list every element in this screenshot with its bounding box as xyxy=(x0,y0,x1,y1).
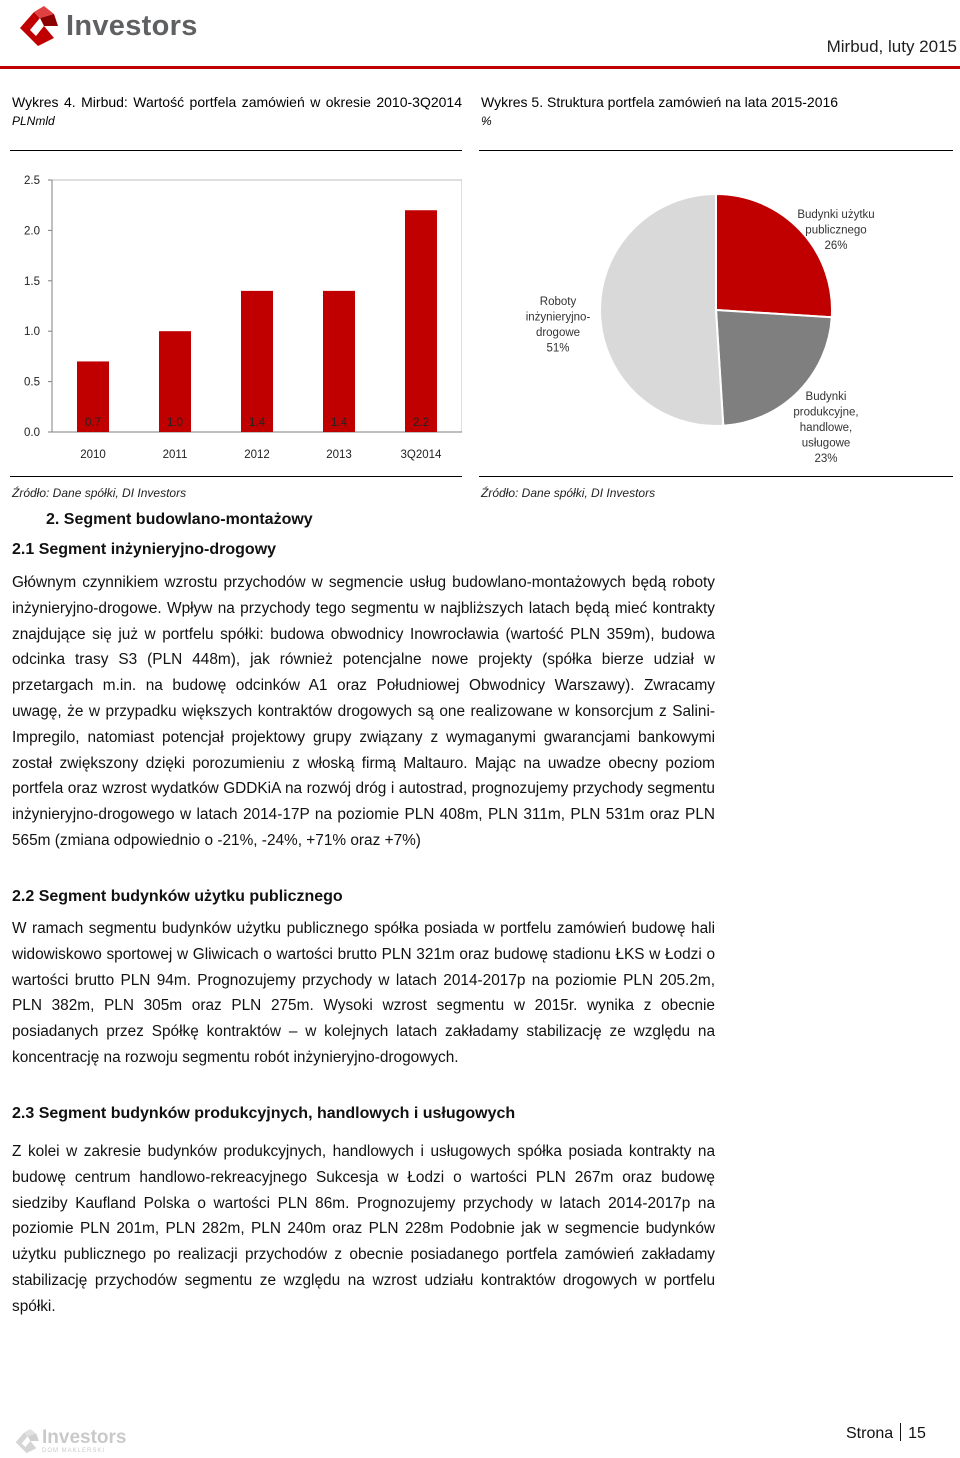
bar-chart-y-tick-label: 1.0 xyxy=(24,326,40,339)
bar-2013 xyxy=(323,291,355,432)
chart-left-title: Wykres 4. Mirbud: Wartość portfela zamówień w okresie 2010-3Q2014 xyxy=(12,94,462,110)
page-number-value: 15 xyxy=(908,1425,926,1442)
bar-2012 xyxy=(241,291,273,432)
pie-slice-label xyxy=(526,296,591,355)
page-number-separator xyxy=(900,1423,901,1441)
bar-category-label: 3Q2014 xyxy=(400,449,442,461)
pie-slice-label-line: drogowe xyxy=(535,327,581,339)
chart-right-source: Źródło: Dane spółki, DI Investors xyxy=(481,486,656,500)
pie-slice-label-line: handlowe, xyxy=(799,422,853,434)
footer-logo-icon xyxy=(12,1426,40,1456)
chart-left-heading xyxy=(12,93,462,131)
chart-left-top-rule xyxy=(10,150,462,151)
pie-slice-label-line: produkcyjne, xyxy=(793,406,859,419)
portfolio-structure-pie-chart xyxy=(479,160,960,480)
bar-chart-y-tick-label: 1.5 xyxy=(24,275,40,288)
chart-left-bottom-rule xyxy=(10,476,462,477)
pie-slice-label-line: Roboty xyxy=(539,296,577,308)
bar-category-label: 2012 xyxy=(244,449,270,461)
pie-slice xyxy=(600,194,723,426)
paragraph-commercial: Z kolei w zakresie budynków produkcyjnych, handlowych i usługowych spółka posiada kontrakty na budowę centrum handlowo-rekreacyjnego Sukcesja w Łodzi o wartości PLN 267m oraz budowę siedziby Kaufland Polska o wartości PLN 86m. Prognozujemy przychody w latach 2014-2017p na poziomie PLN 201m, PLN 282m, PLN 240m oraz PLN 228m Podobnie jak w segmencie budynków użytku publicznego po realizacji przychodów z obecnie posiadanego portfela zamówień zakładamy stabilizację przychodów segmentu ze względu na wzrost udziału kontraktów drogowych w portfelu spółki. xyxy=(12,1143,715,1315)
page-number xyxy=(846,1423,926,1443)
investors-logo xyxy=(14,4,234,48)
chart-right-top-rule xyxy=(479,150,953,151)
document-title: Mirbud, luty 2015 xyxy=(826,37,957,56)
section-heading: 2. Segment budowlano-montażowy xyxy=(46,511,313,528)
bar-chart-y-tick-label: 0.5 xyxy=(24,376,40,389)
bar-chart-y-tick-label: 0.0 xyxy=(24,427,40,439)
chart-right-unit: % xyxy=(481,114,492,128)
pie-slice-label xyxy=(793,391,858,465)
bar-category-label: 2011 xyxy=(162,449,188,461)
pie-slice-label-line: 26% xyxy=(824,240,848,252)
pie-slice-label-line: 23% xyxy=(814,453,838,465)
pie-slice-label-line: 51% xyxy=(546,342,570,355)
bar-value-label: 1.4 xyxy=(249,417,265,429)
chart-right-heading xyxy=(481,93,951,131)
investors-logo-icon xyxy=(14,4,60,48)
chart-right-bottom-rule xyxy=(479,476,953,477)
bar-category-label: 2010 xyxy=(80,449,106,461)
pie-slice-label-line: Budynki xyxy=(805,391,847,403)
bar-category-label: 2013 xyxy=(326,449,352,461)
paragraph-engineering: Głównym czynnikiem wzrostu przychodów w segmencie usług budowlano-montażowych będą roboty inżynieryjno-drogowe. Wpływ na przychody tego segmentu w najbliższych latach będą mieć kontrakty znajdujące się już w portfelu spółki: budowa obwodnicy Inowrocławia (wartość PLN 359m), budowa odcinka trasy S3 (PLN 448m), jak również potencjalne nowe projekty (spółka bierze udział w przetargach m.in. na budowę odcinków A1 oraz Południowej Obwodnicy Warszawy). Zwracamy uwagę, że w przypadku większych kontraktów drogowych są one realizowane w konsorcjum z Salini-Impregilo, natomiast potencjał projektowy grupy związany z wymaganymi gwarancjami bankowymi został zwiększony dzięki porozumieniu z włoską firmą Maltauro. Mając na uwadze obecny poziom portfela oraz wzrost wydatków GDDKiA na rozwój dróg i autostrad, prognozujemy przychody segmentu inżynieryjno-drogowego w latach 2014-17P na poziomie PLN 408m, PLN 311m, PLN 531m oraz PLN 565m (zmiana odpowiednio o -21%, -24%, +71% oraz +7%) xyxy=(12,574,715,849)
header-rule xyxy=(0,66,960,69)
subsection-heading-commercial: 2.3 Segment budynków produkcyjnych, handlowych i usługowych xyxy=(12,1105,516,1122)
chart-right-title: Wykres 5. Struktura portfela zamówień na lata 2015-2016 xyxy=(481,94,839,110)
pie-slice-label-line: Budynki użytku xyxy=(797,209,875,221)
pie-slice-label-line: usługowe xyxy=(801,437,851,450)
bar-value-label: 0.7 xyxy=(85,417,101,429)
bar-chart-y-tick-label: 2.5 xyxy=(24,175,40,187)
footer-logo-text: Investors xyxy=(42,1427,127,1448)
page-header xyxy=(0,0,960,70)
footer-logo-subtext: DOM MAKLERSKI xyxy=(42,1448,106,1454)
footer-logo xyxy=(12,1424,142,1458)
bar-chart-y-tick-label: 2.0 xyxy=(24,225,40,238)
bar-3q2014 xyxy=(405,210,437,432)
chart-left-unit: PLNmld xyxy=(12,114,55,128)
pie-slice-label-line: publicznego xyxy=(805,224,867,237)
subsection-heading-public: 2.2 Segment budynków użytku publicznego xyxy=(12,888,343,905)
pie-slice-label-line: inżynieryjno- xyxy=(525,311,591,324)
chart-left-source: Źródło: Dane spółki, DI Investors xyxy=(12,486,187,500)
bar-value-label: 2.2 xyxy=(413,417,429,429)
page-label: Strona xyxy=(846,1425,894,1442)
bar-value-label: 1.4 xyxy=(331,417,347,429)
investors-logo-text: Investors xyxy=(66,10,198,42)
portfolio-bar-chart xyxy=(0,160,462,470)
paragraph-public: W ramach segmentu budynków użytku publicznego spółka posiada w portfelu zamówień budowę hali widowiskowo sportowej w Gliwicach o wartości brutto PLN 321m oraz budowę stadionu ŁKS w Łodzi o wartości brutto PLN 94m. Prognozujemy przychody w latach 2014-2017p na poziomie PLN 205.2m, PLN 382m, PLN 305m oraz PLN 275m. Wysoki wzrost segmentu w 2015r. wynika z obecnie posiadanych przez Spółkę kontraktów – w kolejnych latach zakładamy stabilizację ze względu na koncentrację na rozwoju segmentu robót inżynieryjno-drogowych. xyxy=(12,920,715,1066)
subsection-heading-engineering: 2.1 Segment inżynieryjno-drogowy xyxy=(12,541,277,558)
bar-value-label: 1.0 xyxy=(167,417,183,429)
